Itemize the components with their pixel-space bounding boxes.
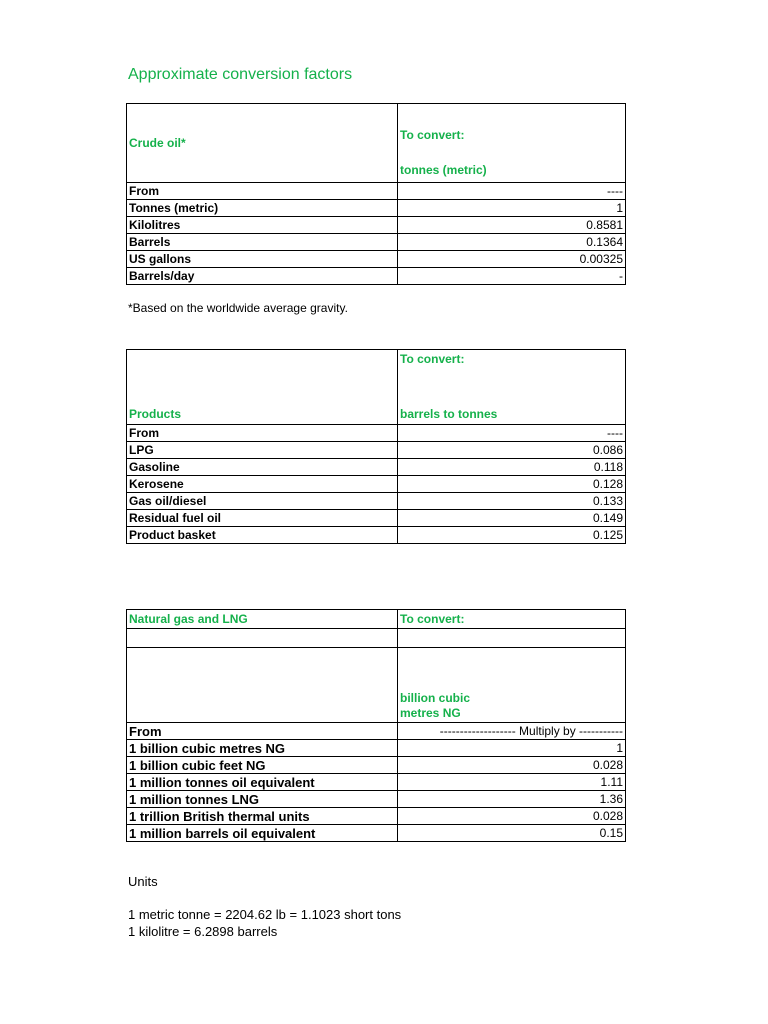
natural-gas-table <box>126 609 626 842</box>
empty-cell <box>398 629 626 648</box>
row-label: Gas oil/diesel <box>127 493 398 510</box>
products-convert-header <box>398 350 626 425</box>
units-line-kilolitre: 1 kilolitre = 6.2898 barrels <box>128 924 278 939</box>
row-label: 1 trillion British thermal units <box>127 808 398 825</box>
row-label: Gasoline <box>127 459 398 476</box>
products-table <box>126 349 626 544</box>
crude-oil-footnote: *Based on the worldwide average gravity. <box>128 301 348 315</box>
empty-cell <box>127 648 398 723</box>
row-label: Barrels <box>127 234 398 251</box>
table-row <box>127 774 626 791</box>
row-label: US gallons <box>127 251 398 268</box>
convert-label: To convert: <box>400 352 465 366</box>
row-value: 0.00325 <box>398 251 626 268</box>
convert-target-line1: billion cubic <box>400 691 471 705</box>
units-heading: Units <box>128 874 158 889</box>
row-value: - <box>398 268 626 285</box>
table-row <box>127 757 626 774</box>
row-label: Kilolitres <box>127 217 398 234</box>
table-row <box>127 808 626 825</box>
table-row <box>127 476 626 493</box>
crude-oil-table <box>126 103 626 285</box>
table-row <box>127 268 626 285</box>
row-value: 1 <box>398 740 626 757</box>
table-row <box>127 200 626 217</box>
row-label: Kerosene <box>127 476 398 493</box>
natural-gas-convert-label: To convert: <box>398 610 626 629</box>
row-value: 1.36 <box>398 791 626 808</box>
row-value: 0.028 <box>398 757 626 774</box>
table-row <box>127 442 626 459</box>
table-row <box>127 459 626 476</box>
row-value: 0.128 <box>398 476 626 493</box>
from-label: From <box>127 425 398 442</box>
row-label: 1 million tonnes oil equivalent <box>127 774 398 791</box>
from-label: From <box>127 183 398 200</box>
natural-gas-header: Natural gas and LNG <box>127 610 398 629</box>
row-value: 0.133 <box>398 493 626 510</box>
row-value: 0.1364 <box>398 234 626 251</box>
row-label: LPG <box>127 442 398 459</box>
table-row <box>127 251 626 268</box>
products-header: Products <box>127 350 398 425</box>
row-value: 0.118 <box>398 459 626 476</box>
row-value: 0.125 <box>398 527 626 544</box>
table-row <box>127 527 626 544</box>
empty-cell <box>127 629 398 648</box>
row-value: 0.149 <box>398 510 626 527</box>
table-row <box>127 217 626 234</box>
table-row <box>127 791 626 808</box>
row-label: 1 million barrels oil equivalent <box>127 825 398 842</box>
convert-label: To convert: <box>400 128 465 142</box>
row-value: 0.15 <box>398 825 626 842</box>
convert-target-line2: metres NG <box>400 706 461 720</box>
row-label: Tonnes (metric) <box>127 200 398 217</box>
table-row <box>127 740 626 757</box>
row-label: 1 million tonnes LNG <box>127 791 398 808</box>
crude-oil-convert-header <box>398 104 626 183</box>
row-label: Barrels/day <box>127 268 398 285</box>
row-value: 1.11 <box>398 774 626 791</box>
multiply-by-label: ------------------- Multiply by ----------- <box>398 723 626 740</box>
from-value: ---- <box>398 183 626 200</box>
row-value: 0.028 <box>398 808 626 825</box>
page-title: Approximate conversion factors <box>128 66 353 83</box>
table-row <box>127 510 626 527</box>
row-value: 0.8581 <box>398 217 626 234</box>
row-value: 0.086 <box>398 442 626 459</box>
units-line-tonne: 1 metric tonne = 2204.62 lb = 1.1023 short tons <box>128 907 402 922</box>
from-label: From <box>127 723 398 740</box>
convert-target: barrels to tonnes <box>400 407 498 421</box>
row-label: Residual fuel oil <box>127 510 398 527</box>
table-row <box>127 234 626 251</box>
crude-oil-header: Crude oil* <box>127 104 398 183</box>
row-label: 1 billion cubic metres NG <box>127 740 398 757</box>
table-row <box>127 825 626 842</box>
table-row <box>127 493 626 510</box>
natural-gas-convert-target <box>398 648 626 723</box>
row-value: 1 <box>398 200 626 217</box>
row-label: Product basket <box>127 527 398 544</box>
from-value: ---- <box>398 425 626 442</box>
row-label: 1 billion cubic feet NG <box>127 757 398 774</box>
convert-target: tonnes (metric) <box>400 163 487 177</box>
